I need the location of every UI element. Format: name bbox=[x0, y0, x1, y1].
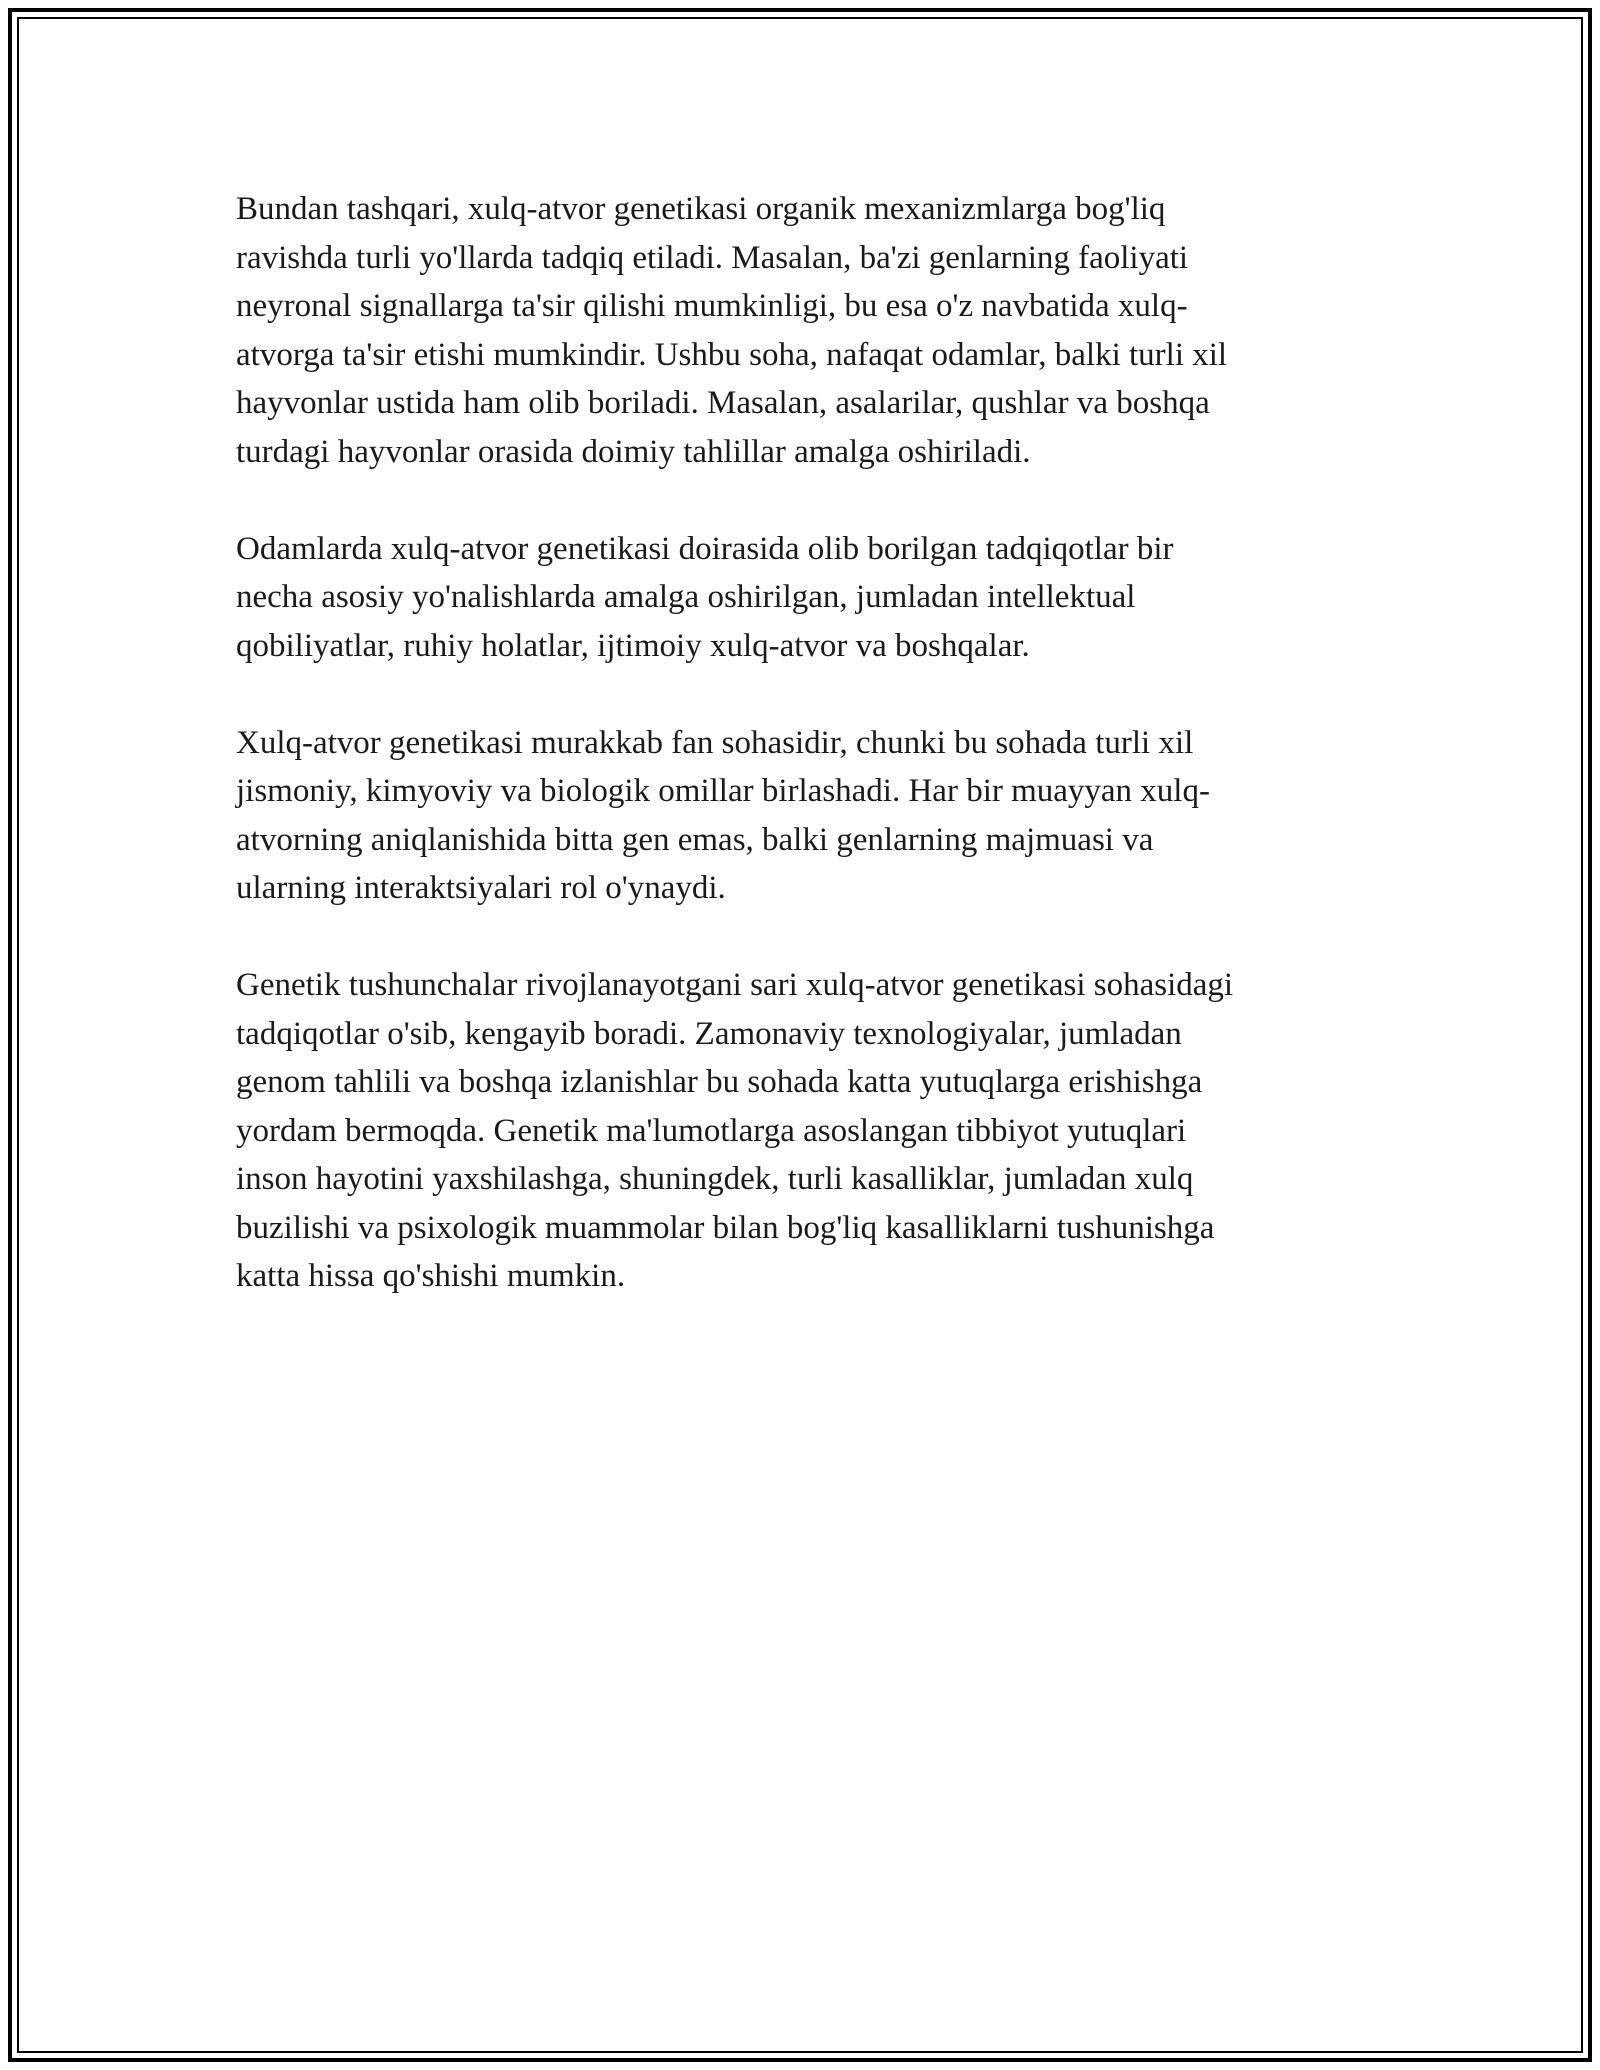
document-body bbox=[236, 185, 1366, 1349]
paragraph-2: Odamlarda xulq-atvor genetikasi doirasida olib borilgan tadqiqotlar bir necha asosiy yo'nalishlarda amalga oshirilgan, jumladan intellektual qobiliyatlar, ruhiy holatlar, ijtimoiy xulq-atvor va boshqalar. bbox=[236, 530, 1174, 664]
paragraph-1: Bundan tashqari, xulq-atvor genetikasi organik mexanizmlarga bog'liq ravishda turli yo'llarda tadqiq etiladi. Masalan, ba'zi genlarning faoliyati neyronal signallarga ta'sir qilishi mumkinligi, bu esa o'z navbatida xulq- atvorga ta'sir etishi mumkindir. Ushbu soha, nafaqat odamlar, balki turli xil hayvonlar ustida ham olib boriladi. Masalan, asalarilar, qushlar va boshqa turdagi hayvonlar orasida doimiy tahlillar amalga oshiriladi. bbox=[236, 191, 1228, 470]
paragraph-3: Xulq-atvor genetikasi murakkab fan sohasidir, chunki bu sohada turli xil jismoniy, kimyoviy va biologik omillar birlashadi. Har bir muayyan xulq- atvorning aniqlanishida bitta gen emas, balki genlarning majmuasi va ularning interaktsiyalari rol o'ynaydi. bbox=[236, 724, 1210, 906]
paragraph-4: Genetik tushunchalar rivojlanayotgani sari xulq-atvor genetikasi sohasidagi tadqiqotlar o'sib, kengayib boradi. Zamonaviy texnologiyalar, jumladan genom tahlili va boshqa izlanishlar bu sohada katta yutuqlarga erishishga yordam bermoqda. Genetik ma'lumotlarga asoslangan tibbiyot yutuqlari inson hayotini yaxshilashga, shuningdek, turli kasalliklar, jumladan xulq buzilishi va psixologik muammolar bilan bog'liq kasalliklarni tushunishga katta hissa qo'shishi mumkin. bbox=[236, 967, 1234, 1294]
